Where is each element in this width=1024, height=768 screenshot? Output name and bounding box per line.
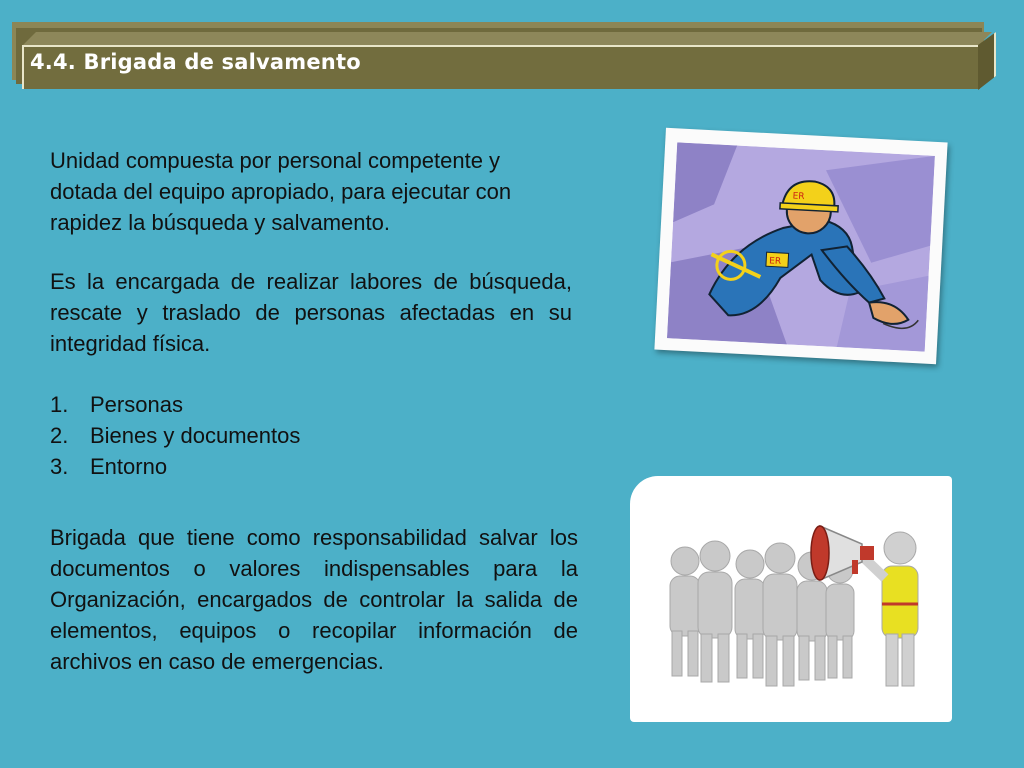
title-banner-top-edge (22, 32, 992, 46)
paragraph-documents-brigade: Brigada que tiene como responsabilidad salvar los documentos o valores indispensables para la Organización, encargados de controlar la salida de elementos, equipos o recopilar información de archivos en caso de emergencias. (50, 525, 578, 674)
list-number: 2. (50, 423, 69, 448)
list-item (50, 451, 450, 482)
rescuer-photo-frame (654, 128, 947, 364)
badge-label: ER (768, 256, 782, 267)
slide-title: 4.4. Brigada de salvamento (30, 50, 361, 74)
crowd-photo-frame (630, 476, 952, 722)
megaphone-crowd-icon (640, 486, 942, 712)
list-label: Bienes y documentos (90, 423, 301, 448)
paragraph-responsibility: Es la encargada de realizar labores de búsqueda, rescate y traslado de personas afectadas en su integridad física. (50, 269, 572, 356)
rescue-worker-icon (667, 142, 935, 351)
list-label: Personas (90, 392, 183, 417)
helmet-label: ER (792, 191, 805, 203)
list-number: 1. (50, 392, 69, 417)
list-item (50, 389, 450, 420)
paragraph-definition: Unidad compuesta por personal competente y dotada del equipo apropiado, para ejecutar con rapidez la búsqueda y salvamento. (50, 148, 512, 235)
list-item (50, 420, 450, 451)
numbered-list (50, 389, 450, 482)
list-label: Entorno (90, 454, 168, 479)
list-number: 3. (50, 454, 69, 479)
